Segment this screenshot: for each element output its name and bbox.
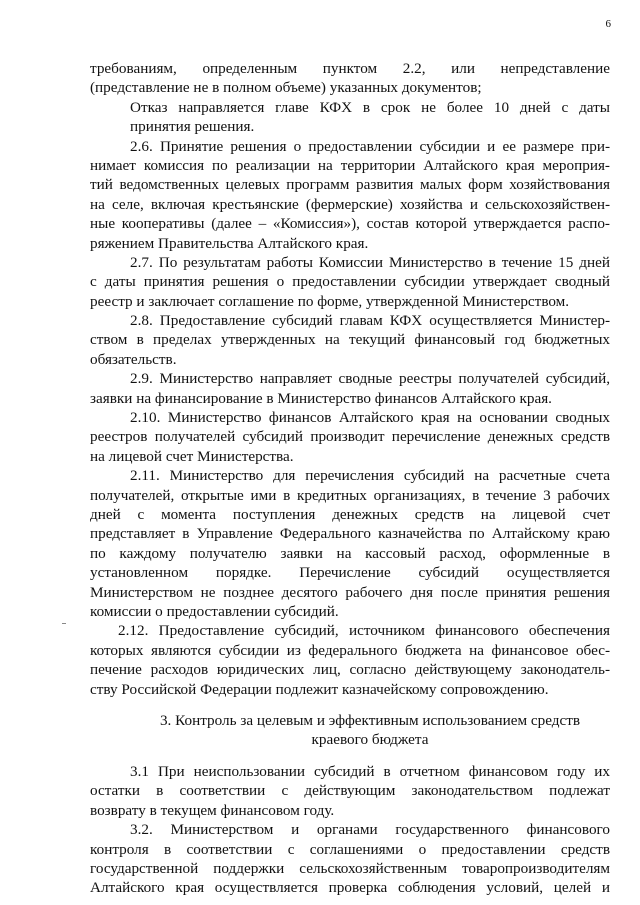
spacer (90, 699, 610, 711)
text-line: 3.2. Министерством и органами государственного финансового (130, 821, 610, 839)
text-line: 2.10. Министерство финансов Алтайского края на основании сводных (130, 409, 610, 427)
text-line: которых являются субсидии из федерального бюджета на финансовое обес- (90, 641, 610, 659)
document-body (90, 59, 610, 898)
text-line: требованиям, определенным пунктом 2.2, или непредставление (90, 60, 610, 77)
text-line: ные кооперативы (далее – «Комиссия»), состав которой утверждается распо- (90, 215, 610, 233)
text-line: тий ведомственных целевых программ развития малых форм хозяйствования (90, 176, 610, 194)
text-line: 3.1 При неиспользовании субсидий в отчетном финансовом году их (130, 763, 610, 781)
text-line: государственной поддержки сельскохозяйственным товаропроизводителям (90, 860, 610, 878)
text-line: дней с момента поступления денежных средств на лицевой счет (90, 505, 610, 523)
spacer (90, 750, 610, 762)
text-line: 2.8. Предоставление субсидий главам КФХ осуществляется Министер- (130, 312, 610, 330)
text-line: ряжением Правительства Алтайского края. (90, 234, 369, 252)
text-line: представляет в Управление Федерального казначейства по Алтайскому краю (90, 525, 610, 543)
text-line: получателей, открытые ими в кредитных организациях, в течение 3 рабочих (90, 486, 610, 504)
margin-mark (62, 623, 66, 624)
text-line: 2.9. Министерство направляет сводные реестры получателей субсидий, (130, 370, 610, 388)
text-line: нимает комиссия по реализации на территории Алтайского края мероприя- (90, 156, 610, 174)
text-line: контроля в соответствии с соглашениями о предоставлении средств (90, 840, 610, 858)
text-line: (представление не в полном объеме) указанных документов; (90, 79, 482, 97)
text-line: установленном порядке. Перечисление субсидий осуществляется (90, 564, 610, 582)
section-3-heading-line1: 3. Контроль за целевым и эффективным использованием средств (159, 711, 581, 729)
section-3-paragraphs (90, 762, 610, 898)
text-line: 2.7. По результатам работы Комиссии Министерство в течение 15 дней (130, 253, 610, 271)
text-line: 2.6. Принятие решения о предоставлении субсидии и ее размере при- (130, 137, 610, 155)
text-line: возврату в текущем финансовом году. (90, 801, 335, 819)
text-line: обязательств. (90, 350, 177, 368)
text-line: 2.11. Министерство для перечисления субсидий на расчетные счета (130, 467, 610, 485)
text-line: реестров получателей субсидий производит перечисление денежных средств (90, 428, 610, 446)
section-3-heading-line2: краевого бюджета (311, 731, 429, 749)
text-line: реестр и заключает соглашение по форме, утвержденной Министерством. (90, 292, 570, 310)
text-line: Отказ направляется главе КФХ в срок не более 10 дней с даты (130, 98, 610, 116)
text-line: с даты принятия решения о предоставлении субсидии утверждает сводный (90, 273, 610, 291)
text-line: по каждому получателю заявки на кассовый расход, оформленные в (90, 544, 610, 562)
text-line: на лицевой счет Министерства. (90, 447, 294, 465)
text-line: остатки в соответствии с действующим законодательством подлежат (90, 782, 610, 800)
text-line: комиссии о предоставлении субсидий. (90, 602, 339, 620)
text-line: заявки на финансирование в Министерство финансов Алтайского края. (90, 389, 552, 407)
section-2-paragraphs (90, 59, 610, 699)
text-line: ством в пределах утвержденных на текущий финансовый год бюджетных (90, 331, 610, 349)
text-line: Алтайского края осуществляется проверка соблюдения условий, целей и (90, 879, 610, 897)
text-line: печение расходов юридических лиц, согласно действующему законодатель- (90, 661, 610, 679)
text-line: ству Российской Федерации подлежит казначейскому сопровождению. (90, 680, 549, 698)
text-line: Министерством не позднее десятого рабочего дня после принятия решения (90, 583, 610, 601)
text-line: принятия решения. (130, 118, 255, 136)
text-line: на селе, включая крестьянские (фермерские) хозяйства и сельскохозяйствен- (90, 195, 610, 213)
text-line: 2.12. Предоставление субсидий, источником финансового обеспечения (118, 622, 610, 640)
page-number: 6 (605, 18, 611, 30)
